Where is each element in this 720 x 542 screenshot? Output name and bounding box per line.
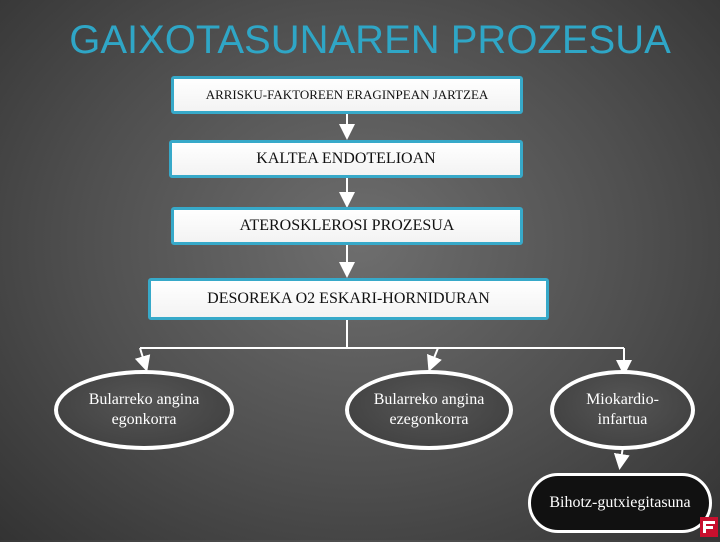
outcome-myocardial-infarction: Miokardio- infartua xyxy=(550,370,695,450)
final-heart-failure: Bihotz-gutxiegitasuna xyxy=(528,473,712,533)
arrow-to-stable-angina xyxy=(140,348,146,368)
step-risk-factors: ARRISKU-FAKTOREEN ERAGINPEAN JARTZEA xyxy=(171,76,523,114)
arrow-to-unstable-angina xyxy=(430,348,438,368)
outcome-stable-angina: Bularreko angina egonkorra xyxy=(54,370,234,450)
outcome-unstable-angina: Bularreko angina ezegonkorra xyxy=(345,370,513,450)
step-atherosclerosis: ATEROSKLEROSI PROZESUA xyxy=(171,207,523,245)
step-endothelial-damage: KALTEA ENDOTELIOAN xyxy=(169,140,523,178)
page-title: GAIXOTASUNAREN PROZESUA xyxy=(69,18,671,62)
publisher-logo-icon xyxy=(700,517,718,537)
step-o2-imbalance: DESOREKA O2 ESKARI-HORNIDURAN xyxy=(148,278,549,320)
